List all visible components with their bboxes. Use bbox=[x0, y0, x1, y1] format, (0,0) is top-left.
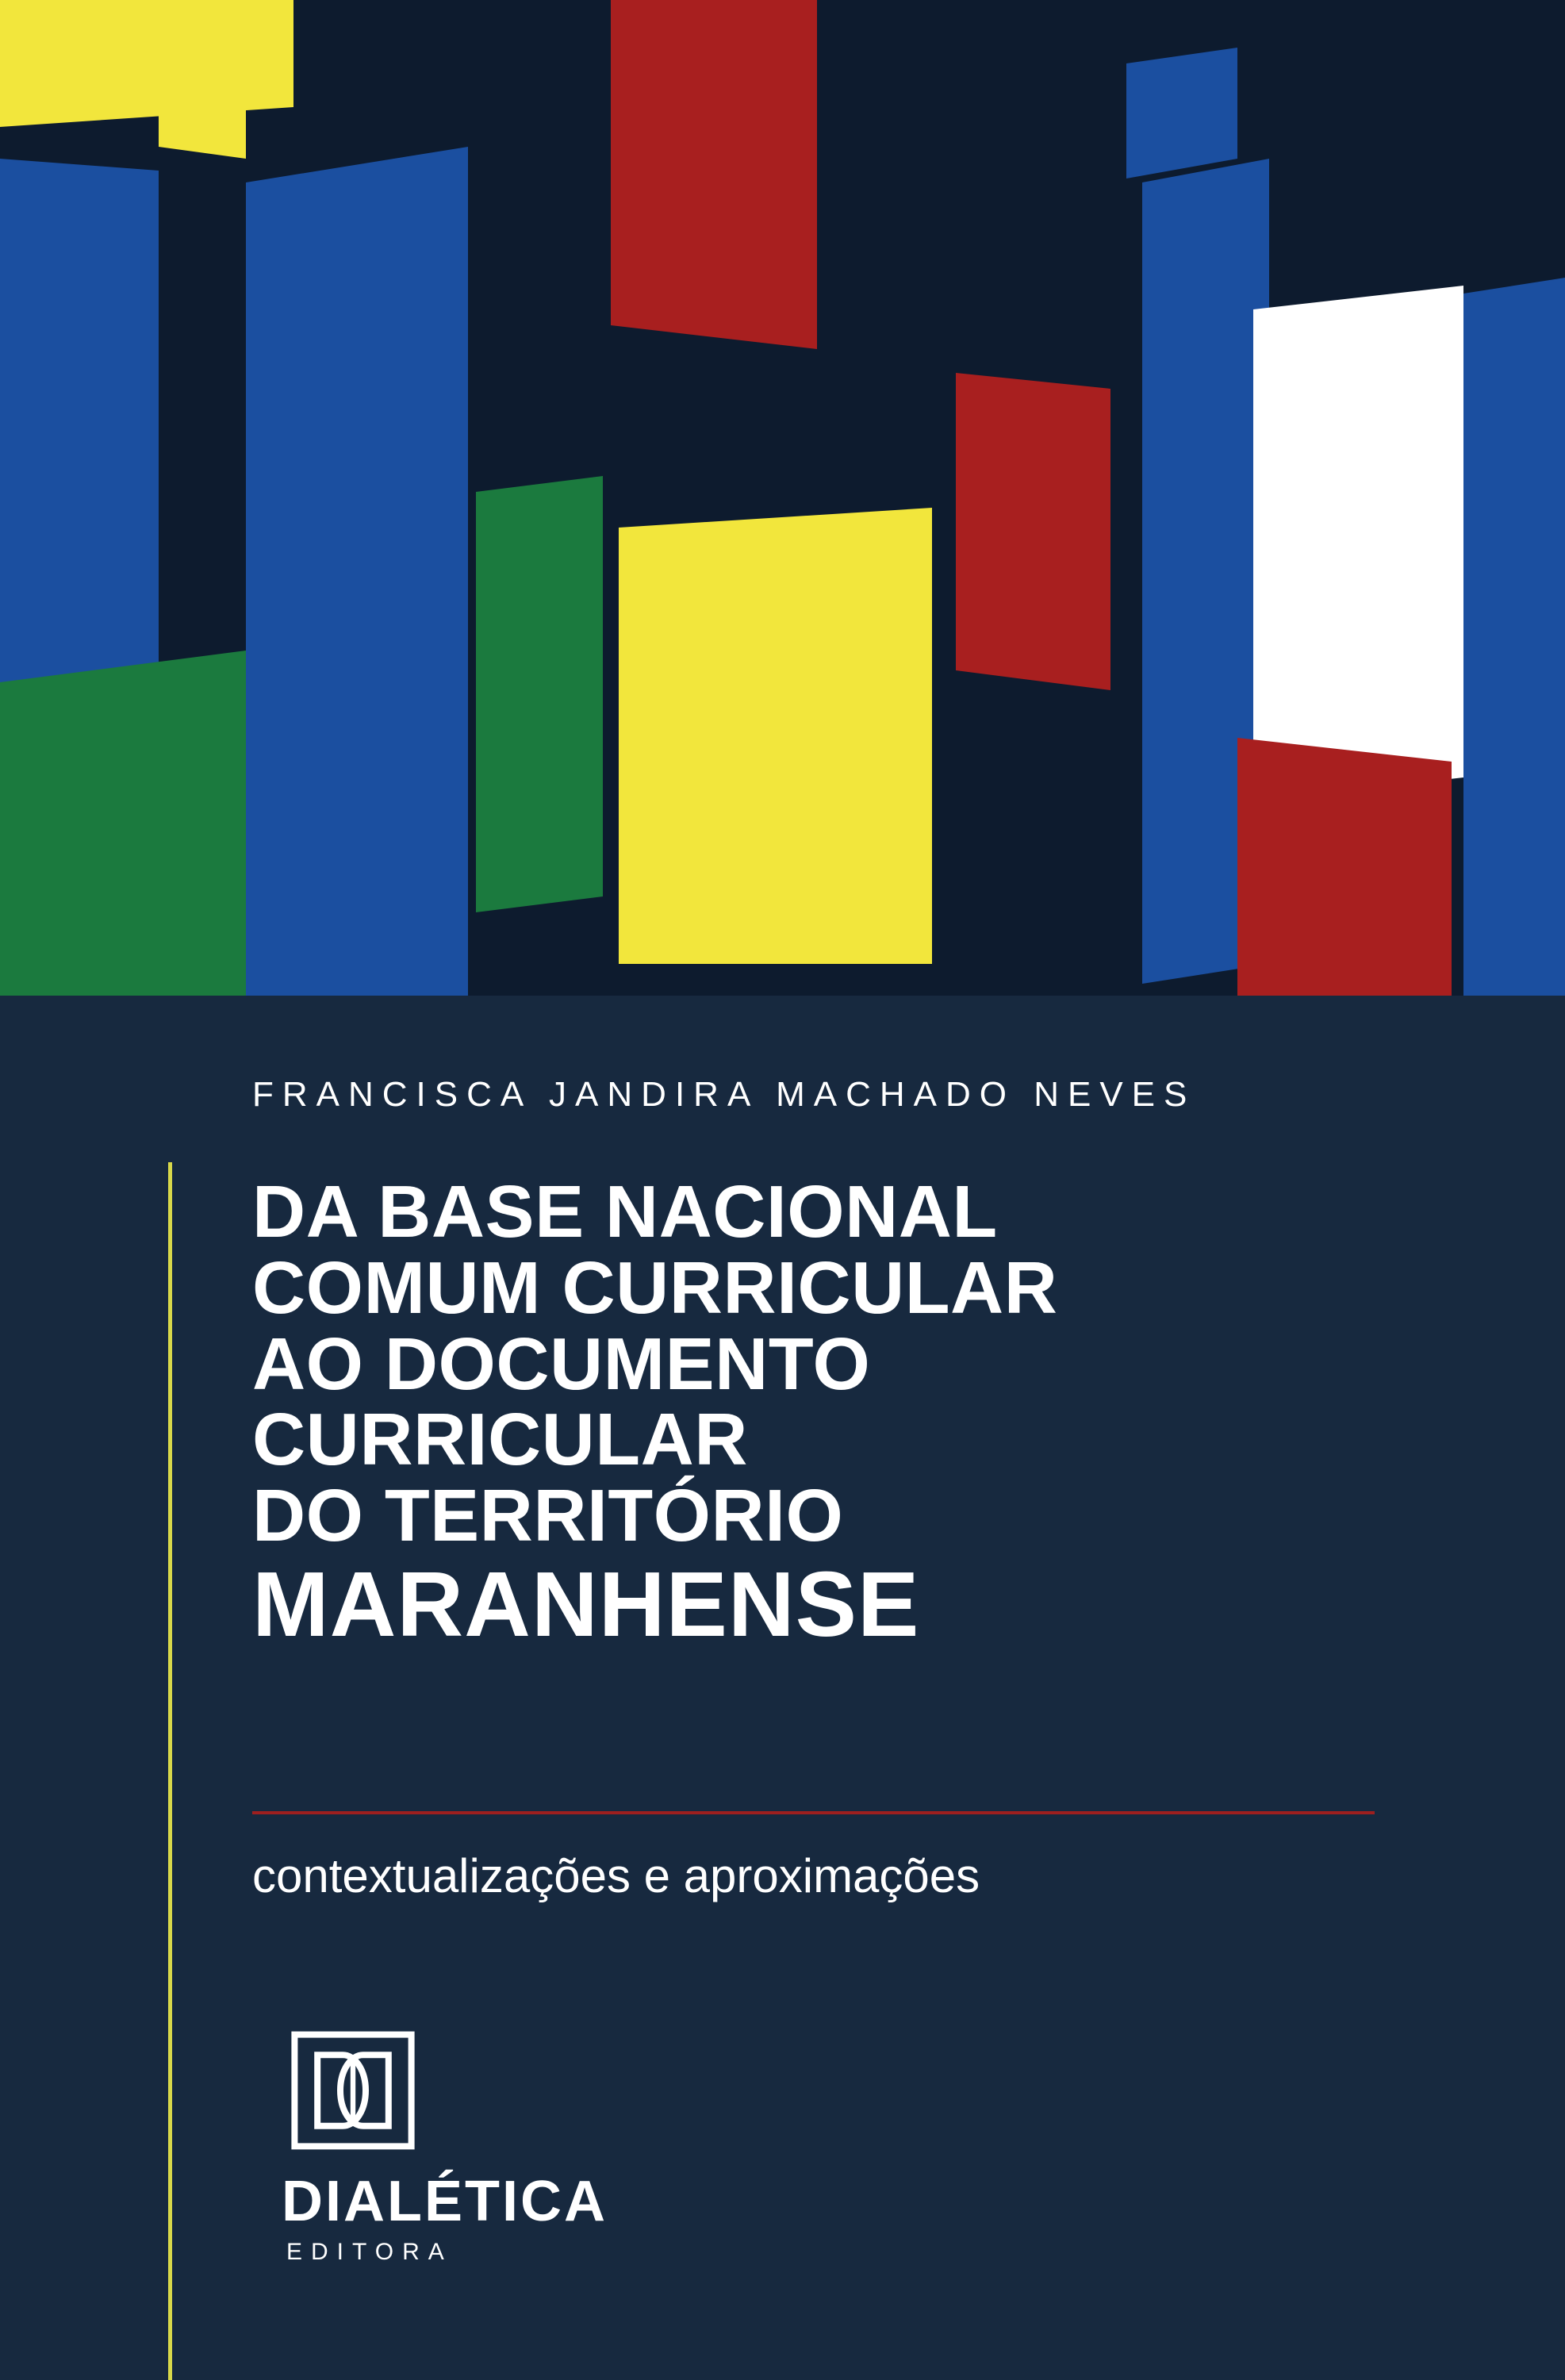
red-divider-rule bbox=[252, 1811, 1375, 1814]
publisher-tagline: EDITORA bbox=[286, 2239, 453, 2265]
book-title bbox=[252, 1170, 1363, 1656]
book-subtitle: contextualizações e aproximações bbox=[252, 1849, 980, 1902]
publisher-logo-block bbox=[282, 2027, 615, 2266]
geometric-pattern-icon bbox=[0, 0, 1565, 996]
title-line-1: DA BASE NACIONAL bbox=[252, 1170, 998, 1253]
title-line-3: AO DOCUMENTO bbox=[252, 1322, 871, 1405]
author-name: FRANCISCA JANDIRA MACHADO NEVES bbox=[252, 1075, 1196, 1114]
dialetica-book-logo-icon bbox=[290, 2027, 416, 2154]
title-line-4: CURRICULAR bbox=[252, 1398, 748, 1481]
title-line-2: COMUM CURRICULAR bbox=[252, 1246, 1058, 1329]
title-line-5: DO TERRITÓRIO bbox=[252, 1474, 844, 1557]
cover-artwork bbox=[0, 0, 1565, 996]
title-emphasis: MARANHENSE bbox=[252, 1552, 920, 1656]
publisher-name: DIALÉTICA bbox=[282, 2170, 608, 2233]
yellow-vertical-rule bbox=[168, 1162, 172, 2380]
